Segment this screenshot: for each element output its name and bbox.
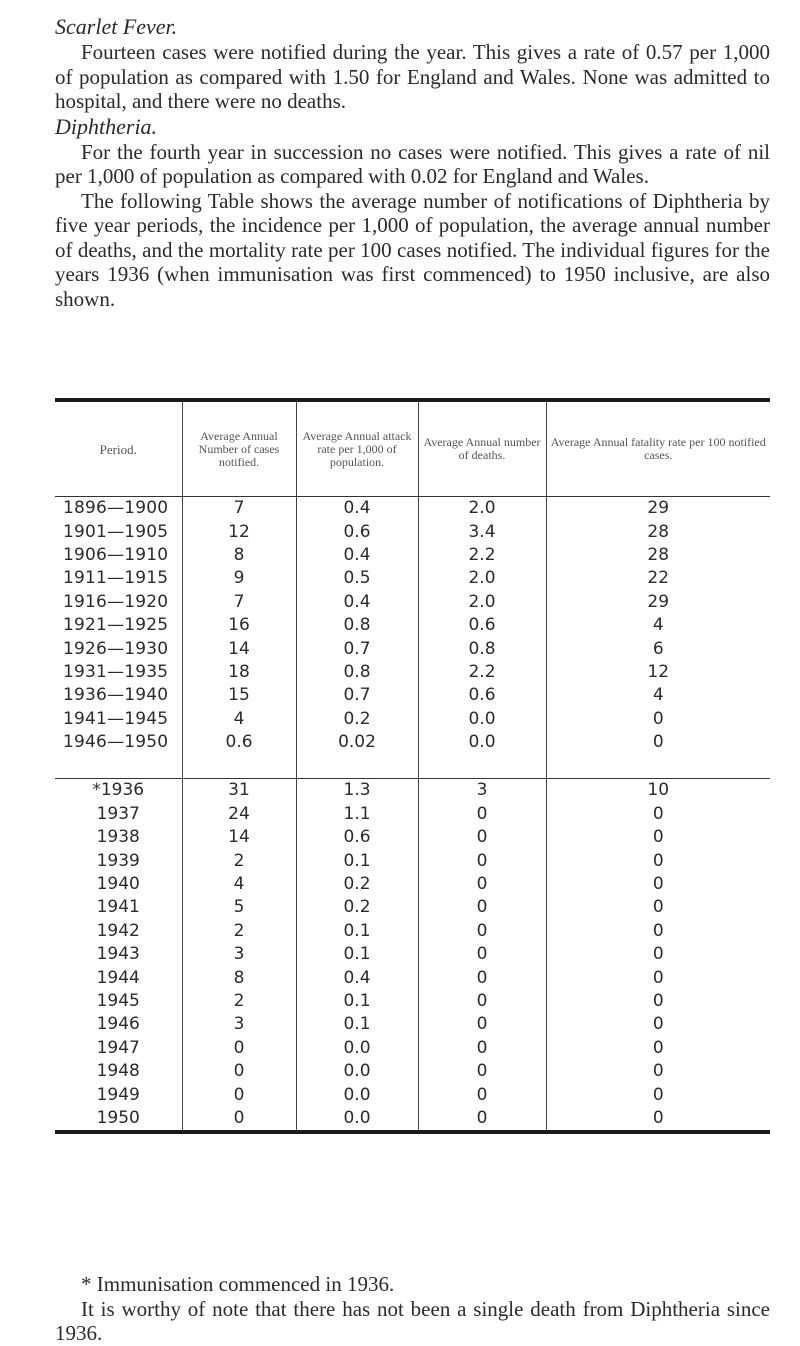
table-cell: 0.6 <box>418 614 546 637</box>
table-cell: 4 <box>182 873 296 896</box>
row-label: 1911—1915 <box>63 568 169 589</box>
table-row <box>55 1013 770 1036</box>
header-attack-rate: Average Annual attack rate per 1,000 of population. <box>296 400 418 497</box>
table-cell: 0.2 <box>296 708 418 731</box>
row-label: 1940 <box>96 874 140 895</box>
table-cell: 0 <box>182 1060 296 1083</box>
table-cell: 0 <box>182 1107 296 1132</box>
table-row <box>55 849 770 872</box>
table-cell: 0.6 <box>296 520 418 543</box>
table-cell: 0 <box>418 803 546 826</box>
table-cell: 0.6 <box>418 684 546 707</box>
table-cell: 0.4 <box>296 966 418 989</box>
table-row <box>55 637 770 660</box>
table-cell: 10 <box>546 779 770 803</box>
table-cell: 2 <box>182 990 296 1013</box>
table-row <box>55 826 770 849</box>
table-cell: 28 <box>546 520 770 543</box>
row-label: 1946—1950 <box>63 732 169 753</box>
table-cell: 0.2 <box>296 896 418 919</box>
table-cell: 0 <box>418 966 546 989</box>
table-cell: 29 <box>546 497 770 521</box>
table-row <box>55 803 770 826</box>
table-cell: 0 <box>546 803 770 826</box>
table-cell: 0 <box>418 1060 546 1083</box>
footnote <box>55 1272 770 1346</box>
table-row <box>55 684 770 707</box>
header-period: Period. <box>55 400 182 497</box>
table-row <box>55 1107 770 1132</box>
row-label: 1949 <box>96 1084 140 1105</box>
table-cell: 7 <box>182 591 296 614</box>
table-cell: 0.1 <box>296 1013 418 1036</box>
table-cell: 0 <box>546 943 770 966</box>
table-cell: 0 <box>546 1083 770 1106</box>
row-label: 1947 <box>96 1037 140 1058</box>
diphtheria-paragraph-2: The following Table shows the average number of notifications of Diphtheria by five year periods, the incidence per 1,000 of population, the average annual number of deaths, and the mortality rate per 100 cases notified. The individual figures for the years 1936 (when immunisation was first commenced) to 1950 inclusive, are also shown. <box>55 188 770 311</box>
table-cell: 14 <box>182 826 296 849</box>
table-row <box>55 1037 770 1060</box>
table-cell: 0.4 <box>296 497 418 521</box>
row-label: 1943 <box>96 944 140 965</box>
table-row <box>55 708 770 731</box>
table-cell: 29 <box>546 591 770 614</box>
table-cell: 0.5 <box>296 567 418 590</box>
table-cell: 2.0 <box>418 567 546 590</box>
table-cell: 22 <box>546 567 770 590</box>
table-cell: 2.0 <box>418 591 546 614</box>
table-cell: 0.0 <box>296 1083 418 1106</box>
table-row <box>55 873 770 896</box>
table-cell: 18 <box>182 661 296 684</box>
row-label: 1948 <box>96 1061 140 1082</box>
table-cell: 0 <box>182 1037 296 1060</box>
row-label: 1945 <box>96 991 140 1011</box>
table-cell: 31 <box>182 779 296 803</box>
table-cell: 0.0 <box>418 731 546 754</box>
table-cell: 2 <box>182 849 296 872</box>
table-row <box>55 1083 770 1106</box>
row-label: 1941—1945 <box>63 708 169 729</box>
spacer-cell <box>182 754 296 779</box>
table-cell: 4 <box>182 708 296 731</box>
table-cell: 0 <box>546 1107 770 1132</box>
table-row <box>55 1060 770 1083</box>
table-cell: 28 <box>546 544 770 567</box>
immunisation-note: * Immunisation commenced in 1936. <box>81 1272 395 1296</box>
table-header-row <box>55 400 770 497</box>
table-row <box>55 544 770 567</box>
table-cell: 0 <box>418 896 546 919</box>
table-cell: 0 <box>546 1037 770 1060</box>
table-row <box>55 990 770 1013</box>
table-cell: 0.6 <box>296 826 418 849</box>
table-cell: 0 <box>418 990 546 1013</box>
table-row <box>55 591 770 614</box>
table-cell: 1.3 <box>296 779 418 803</box>
table-cell: 8 <box>182 544 296 567</box>
table-row <box>55 497 770 521</box>
header-avg-deaths: Average Annual number of deaths. <box>418 400 546 497</box>
table-cell: 3 <box>182 1013 296 1036</box>
scarlet-fever-heading: Scarlet Fever. <box>55 14 178 39</box>
table-cell: 0.0 <box>296 1037 418 1060</box>
table-cell: 0.0 <box>296 1060 418 1083</box>
table-cell: 0 <box>418 920 546 943</box>
table-row <box>55 567 770 590</box>
table-cell: 0 <box>182 1083 296 1106</box>
table-cell: 0.7 <box>296 637 418 660</box>
table-cell: 15 <box>182 684 296 707</box>
table-row <box>55 896 770 919</box>
table-cell: 4 <box>546 684 770 707</box>
header-avg-cases: Average Annual Number of cases notified. <box>182 400 296 497</box>
row-label: 1931—1935 <box>63 661 169 682</box>
spacer-cell <box>55 754 182 779</box>
table-cell: 0 <box>418 826 546 849</box>
table-cell: 0.1 <box>296 849 418 872</box>
table-cell: 0 <box>546 990 770 1013</box>
row-label: *1936 <box>55 779 182 803</box>
row-label: 1936—1940 <box>63 685 169 706</box>
table-cell: 0.0 <box>296 1107 418 1132</box>
table-cell: 2.0 <box>418 497 546 521</box>
row-label: 1950 <box>55 1107 182 1132</box>
table-cell: 0.4 <box>296 544 418 567</box>
table-cell: 3 <box>418 779 546 803</box>
table-cell: 7 <box>182 497 296 521</box>
table-cell: 0 <box>546 708 770 731</box>
five-year-periods <box>55 497 770 779</box>
table-cell: 0.6 <box>182 731 296 754</box>
table-cell: 0 <box>546 1013 770 1036</box>
table-cell: 0 <box>546 826 770 849</box>
table-cell: 0.1 <box>296 920 418 943</box>
row-label: 1946 <box>96 1014 140 1035</box>
table-cell: 0 <box>546 731 770 754</box>
individual-years <box>55 779 770 1132</box>
table-cell: 0 <box>546 896 770 919</box>
spacer-cell <box>296 754 418 779</box>
table-cell: 0 <box>546 849 770 872</box>
spacer-cell <box>418 754 546 779</box>
closing-remark: It is worthy of note that there has not been a single death from Diphtheria since 1936. <box>55 1296 770 1345</box>
row-label: 1938 <box>96 827 140 848</box>
table-cell: 3 <box>182 943 296 966</box>
table-row <box>55 731 770 754</box>
row-label: 1937 <box>96 803 140 824</box>
table-cell: 0.4 <box>296 591 418 614</box>
table-cell: 12 <box>546 661 770 684</box>
table-cell: 3.4 <box>418 520 546 543</box>
diphtheria-heading: Diphtheria. <box>55 113 158 139</box>
table-cell: 0 <box>418 1083 546 1106</box>
spacer-row <box>55 754 770 779</box>
table-cell: 4 <box>546 614 770 637</box>
row-label: 1926—1930 <box>63 638 169 659</box>
row-label: 1944 <box>96 967 140 988</box>
table-row <box>55 943 770 966</box>
table-cell: 0.7 <box>296 684 418 707</box>
table-cell: 0 <box>418 1037 546 1060</box>
table-cell: 0 <box>418 873 546 896</box>
row-label: 1941 <box>96 897 140 918</box>
row-label: 1921—1925 <box>63 615 169 636</box>
table-cell: 0.0 <box>418 708 546 731</box>
table-cell: 24 <box>182 803 296 826</box>
table-cell: 6 <box>546 637 770 660</box>
table-cell: 2.2 <box>418 544 546 567</box>
table-cell: 14 <box>182 637 296 660</box>
table-cell: 0.1 <box>296 990 418 1013</box>
table-row <box>55 520 770 543</box>
row-label: 1901—1905 <box>63 521 169 542</box>
row-label: 1916—1920 <box>63 591 169 612</box>
table-cell: 9 <box>182 567 296 590</box>
table-cell: 0 <box>546 873 770 896</box>
table-cell: 12 <box>182 520 296 543</box>
row-label: 1896—1900 <box>63 498 169 519</box>
table-cell: 5 <box>182 896 296 919</box>
table-cell: 0.1 <box>296 943 418 966</box>
table-row <box>55 614 770 637</box>
table-cell: 1.1 <box>296 803 418 826</box>
table-row <box>55 920 770 943</box>
diphtheria-table <box>55 398 770 1134</box>
table-cell: 0 <box>418 1107 546 1132</box>
table-row <box>55 661 770 684</box>
table-cell: 2 <box>182 920 296 943</box>
table-cell: 0 <box>546 966 770 989</box>
table-cell: 0 <box>418 943 546 966</box>
table-cell: 0.8 <box>418 637 546 660</box>
table-row <box>55 966 770 989</box>
table-cell: 0.8 <box>296 661 418 684</box>
spacer-cell <box>546 754 770 779</box>
row-label: 1939 <box>96 850 140 871</box>
row-label: 1942 <box>96 920 140 941</box>
table-cell: 0 <box>418 1013 546 1036</box>
row-label: 1906—1910 <box>63 544 169 565</box>
table-cell: 0 <box>418 849 546 872</box>
table-cell: 2.2 <box>418 661 546 684</box>
document-page <box>55 0 770 1345</box>
table-row <box>55 779 770 803</box>
table-cell: 16 <box>182 614 296 637</box>
diphtheria-paragraph-1: For the fourth year in succession no cases were notified. This gives a rate of nil per 1,000 of population as compared with 0.02 for England and Wales. <box>55 139 770 188</box>
table-cell: 0 <box>546 1060 770 1083</box>
table-cell: 0.8 <box>296 614 418 637</box>
table-cell: 0.2 <box>296 873 418 896</box>
table-cell: 0.02 <box>296 731 418 754</box>
table-cell: 8 <box>182 966 296 989</box>
header-fatality-rate: Average Annual fatality rate per 100 notified cases. <box>546 400 770 497</box>
table-cell: 0 <box>546 920 770 943</box>
scarlet-fever-text: Fourteen cases were notified during the year. This gives a rate of 0.57 per 1,000 of population as compared with 1.50 for England and Wales. None was admitted to hospital, and there were no deaths. <box>55 40 770 113</box>
